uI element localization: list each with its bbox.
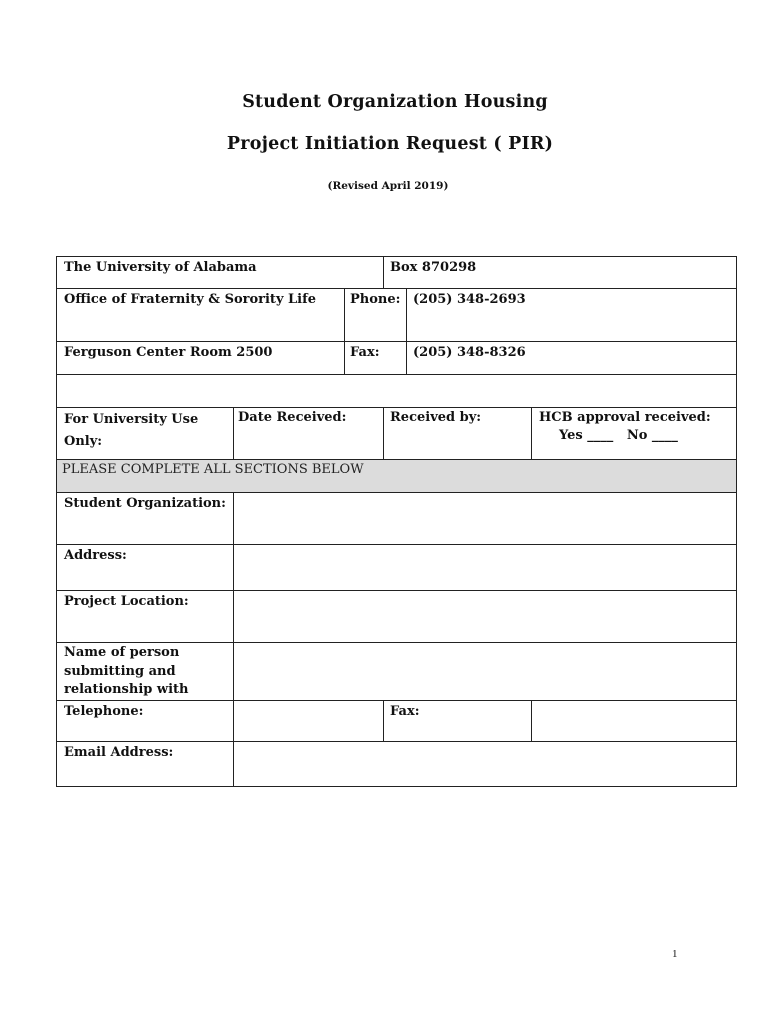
submitter-label: Name of person submitting and relationship with [64, 645, 189, 697]
col-divider [383, 257, 384, 288]
telephone-field[interactable] [237, 703, 383, 740]
row-divider [57, 700, 736, 701]
project-location-label: Project Location: [64, 594, 189, 609]
row-divider [57, 407, 736, 408]
form-title: Student Organization Housing [242, 92, 548, 112]
email-label: Email Address: [64, 745, 174, 760]
student-organization-field[interactable] [237, 495, 735, 541]
section-banner-text: PLEASE COMPLETE ALL SECTIONS BELOW [62, 462, 364, 477]
office-name: Office of Fraternity & Sorority Life [64, 292, 316, 307]
box-number: Box 870298 [390, 260, 477, 275]
phone-value: (205) 348-2693 [413, 292, 526, 307]
project-location-field[interactable] [237, 593, 735, 641]
email-field[interactable] [237, 744, 735, 786]
revision-note: (Revised April 2019) [327, 180, 449, 192]
col-divider [383, 700, 384, 741]
row-divider [57, 590, 736, 591]
fax-field-label: Fax: [390, 704, 420, 719]
col-divider [406, 288, 407, 374]
student-organization-label: Student Organization: [64, 496, 226, 511]
col-divider [531, 700, 532, 741]
fax-label: Fax: [350, 345, 380, 360]
university-name: The University of Alabama [64, 260, 257, 275]
form-subtitle: Project Initiation Request ( PIR) [226, 134, 554, 154]
university-use-label: For University Use Only: [64, 412, 199, 449]
date-received-label: Date Received: [238, 410, 347, 425]
hcb-approval-label: HCB approval received: [539, 410, 711, 425]
col-divider [344, 288, 345, 374]
col-divider [233, 492, 234, 786]
pir-form-table [56, 256, 737, 787]
address-label: Address: [64, 548, 127, 563]
row-divider [57, 492, 736, 493]
row-divider [57, 341, 736, 342]
row-divider [57, 288, 736, 289]
office-location: Ferguson Center Room 2500 [64, 345, 273, 360]
col-divider [383, 407, 384, 459]
phone-label: Phone: [350, 292, 401, 307]
submitter-field[interactable] [237, 645, 735, 699]
col-divider [233, 407, 234, 459]
fax-value: (205) 348-8326 [413, 345, 526, 360]
hcb-yes-no: Yes ____ No ____ [559, 428, 678, 443]
row-divider [57, 374, 736, 375]
col-divider [531, 407, 532, 459]
row-divider [57, 642, 736, 643]
telephone-label: Telephone: [64, 704, 144, 719]
row-divider [57, 544, 736, 545]
page-number: 1 [672, 948, 678, 960]
received-by-label: Received by: [390, 410, 482, 425]
address-field[interactable] [237, 547, 735, 589]
fax-field[interactable] [535, 703, 735, 740]
row-divider [57, 741, 736, 742]
